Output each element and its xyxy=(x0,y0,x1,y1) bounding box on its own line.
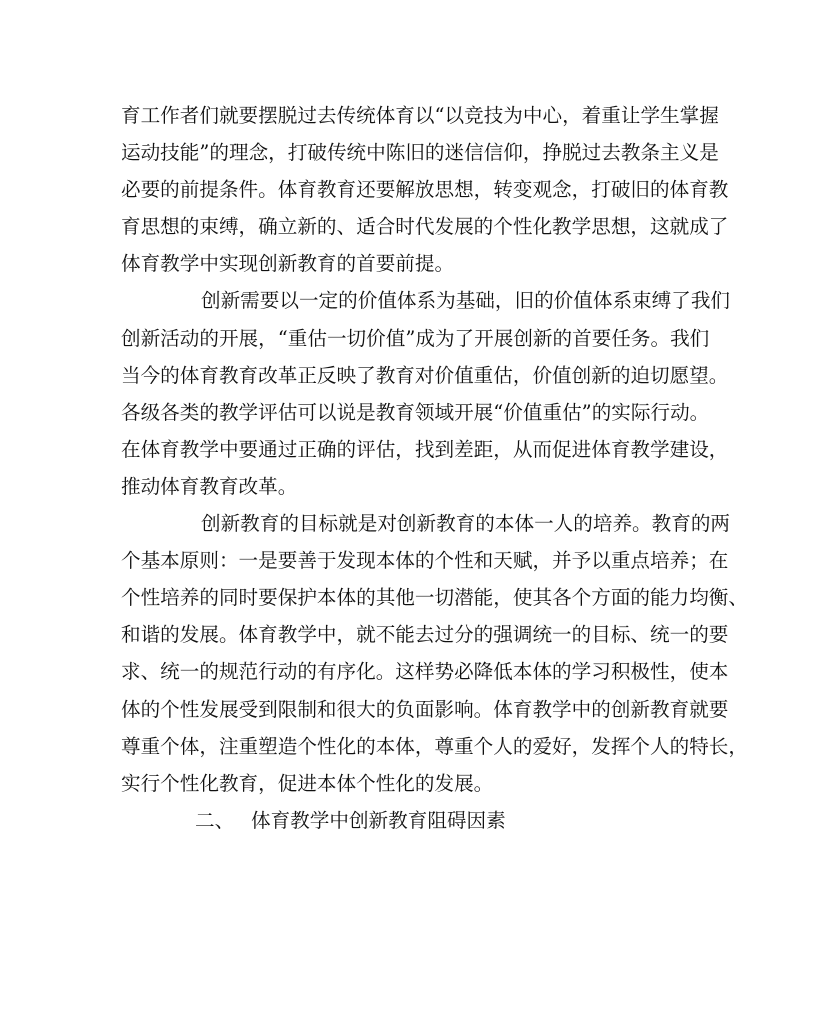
text-line: 个性培养的同时要保护本体的其他一切潜能，使其各个方面的能力均衡、 xyxy=(121,586,748,610)
text-line: 必要的前提条件。体育教育还要解放思想，转变观念，打破旧的体育教 xyxy=(121,178,729,202)
text-line: 运动技能”的理念，打破传统中陈旧的迷信信仰，挣脱过去教条主义是 xyxy=(121,141,719,165)
text-line: 育思想的束缚，确立新的、适合时代发展的个性化教学思想，这就成了 xyxy=(121,215,729,239)
paragraph-1 xyxy=(121,97,729,282)
paragraph-2 xyxy=(121,282,731,505)
text-line: 个基本原则：一是要善于发现本体的个性和天赋，并予以重点培养；在 xyxy=(121,549,729,573)
section-title: 体育教学中创新教育阻碍因素 xyxy=(251,808,506,832)
text-line: 实行个性化教育，促进本体个性化的发展。 xyxy=(121,771,494,795)
text-line: 创新活动的开展，“重估一切价值”成为了开展创新的首要任务。我们 xyxy=(121,326,710,350)
text-line: 尊重个体，注重塑造个性化的本体，尊重个人的爱好，发挥个人的特长， xyxy=(121,734,748,758)
text-line: 体育教学中实现创新教育的首要前提。 xyxy=(121,252,455,276)
text-line: 体的个性发展受到限制和很大的负面影响。体育教学中的创新教育就要 xyxy=(121,697,729,721)
text-line: 当今的体育教育改革正反映了教育对价值重估，价值创新的迫切愿望。 xyxy=(121,363,729,387)
text-line: 育工作者们就要摆脱过去传统体育以“以竞技为中心，着重让学生掌握 xyxy=(121,104,719,127)
text-line: 创新需要以一定的价值体系为基础，旧的价值体系束缚了我们 xyxy=(201,289,731,313)
text-line: 各级各类的教学评估可以说是教育领域开展“价值重估”的实际行动。 xyxy=(121,400,710,424)
text-line: 创新教育的目标就是对创新教育的本体一人的培养。教育的两 xyxy=(201,512,731,536)
document-body xyxy=(121,97,748,839)
text-line: 求、统一的规范行动的有序化。这样势必降低本体的学习积极性，使本 xyxy=(121,660,729,684)
paragraph-3 xyxy=(121,505,748,802)
text-line: 和谐的发展。体育教学中，就不能去过分的强调统一的目标、统一的要 xyxy=(121,623,729,647)
section-number: 二、 xyxy=(195,808,235,832)
text-line: 推动体育教育改革。 xyxy=(121,474,298,498)
text-line: 在体育教学中要通过正确的评估，找到差距，从而促进体育教学建设， xyxy=(121,437,729,461)
section-heading xyxy=(121,802,699,839)
